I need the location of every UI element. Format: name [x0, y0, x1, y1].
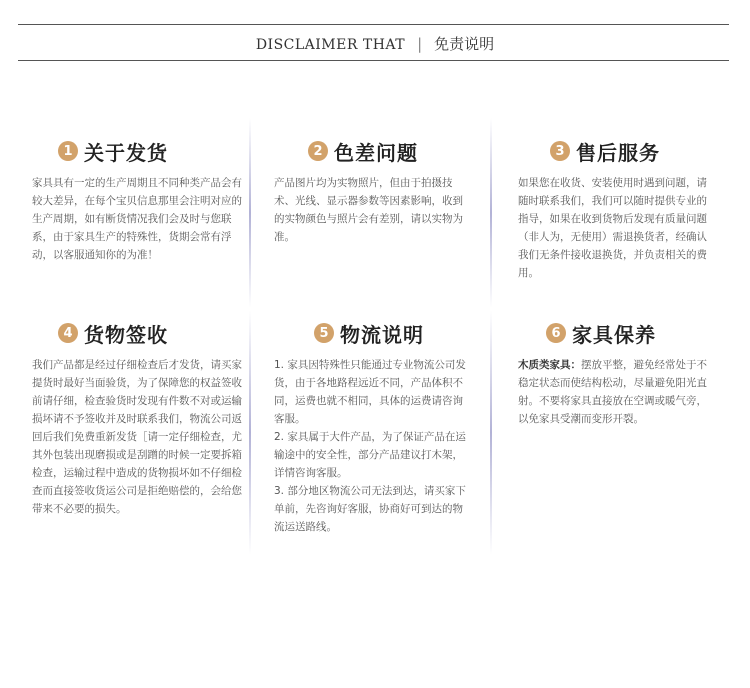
section-heading: 物流说明 [340, 322, 424, 347]
number-badge: 1 [58, 141, 78, 161]
number-badge: 3 [550, 141, 570, 161]
wood-furniture-label: 木质类家具： [518, 359, 581, 371]
number-badge: 4 [58, 323, 78, 343]
page-title [0, 33, 750, 54]
section-heading: 色差问题 [334, 140, 418, 165]
section-color-difference [274, 136, 470, 246]
section-heading: 家具保养 [572, 322, 656, 347]
section-heading: 售后服务 [576, 140, 660, 165]
section-body: 产品图片均为实物照片，但由于拍摄技术、光线、显示器参数等因素影响，收到的实物颜色与照片会有差别，请以实物为准。 [274, 177, 463, 243]
title-chinese: 免责说明 [434, 35, 495, 53]
maintenance-text: 摆放平整，避免经常处于不稳定状态而使结构松动，尽量避免阳光直射。不要将家具直接放在空调或暖气旁，以免家具受潮而变形开裂。 [518, 359, 707, 425]
number-badge: 6 [546, 323, 566, 343]
title-separator: | [417, 35, 423, 53]
section-body [518, 356, 712, 428]
section-body: 如果您在收货、安装使用时遇到问题，请随时联系我们，我们可以随时提供专业的指导，如果在收到货物后发现有质量问题（非人为，无使用）需退换货者，经确认我们无条件接收退换货，并负责相关的费用。 [518, 177, 707, 279]
section-after-sales [518, 136, 712, 282]
section-logistics [274, 318, 472, 536]
section-body: 我们产品都是经过仔细检查后才发货，请买家提货时最好当面验货，为了保障您的权益签收前请仔细，检查验货时发现有件数不对或运输损坏请不予签收并及时联系我们，物流公司返回后我们免费重新发货［请一定仔细检查，尤其外包装出现磨损或是刮蹭的时候一定要拆箱检查，运输过程中造成的货物损坏如不仔细检查而直接签收货运公司是拒绝赔偿的，会给您带来不必要的损失。 [32, 359, 242, 515]
section-shipping [32, 136, 247, 264]
column-divider [490, 310, 492, 555]
section-heading: 货物签收 [84, 322, 168, 347]
logistics-line: 3. 部分地区物流公司无法到达，请买家下单前，先咨询好客服，协商好可到达的物流运送路线。 [274, 485, 466, 533]
section-title [274, 136, 470, 166]
number-badge: 2 [308, 141, 328, 161]
section-title [32, 136, 247, 166]
number-badge: 5 [314, 323, 334, 343]
column-divider [490, 118, 492, 308]
logistics-line: 2. 家具属于大件产品，为了保证产品在运输途中的安全性，部分产品建议打木架，详情咨询客服。 [274, 431, 466, 479]
section-heading: 关于发货 [84, 140, 168, 165]
section-body [274, 356, 472, 536]
title-english: DISCLAIMER THAT [255, 37, 406, 53]
column-divider [249, 310, 251, 555]
section-body: 家具具有一定的生产周期且不同种类产品会有较大差异，在每个宝贝信息那里会注明对应的生产周期，如有断货情况我们会及时与您联系，由于家具生产的特殊性，货期会常有浮动，以客服通知你的为准！ [32, 177, 242, 261]
header-bottom-rule [18, 60, 729, 61]
header-top-rule [18, 24, 729, 25]
section-title [518, 318, 712, 348]
section-title [518, 136, 712, 166]
logistics-line: 1. 家具因特殊性只能通过专业物流公司发货，由于各地路程远近不同，产品体积不同，运费也就不相同，具体的运费请咨询客服。 [274, 359, 466, 425]
section-maintenance [518, 318, 712, 428]
section-title [274, 318, 472, 348]
section-receipt [32, 318, 247, 518]
section-title [32, 318, 247, 348]
column-divider [249, 118, 251, 308]
